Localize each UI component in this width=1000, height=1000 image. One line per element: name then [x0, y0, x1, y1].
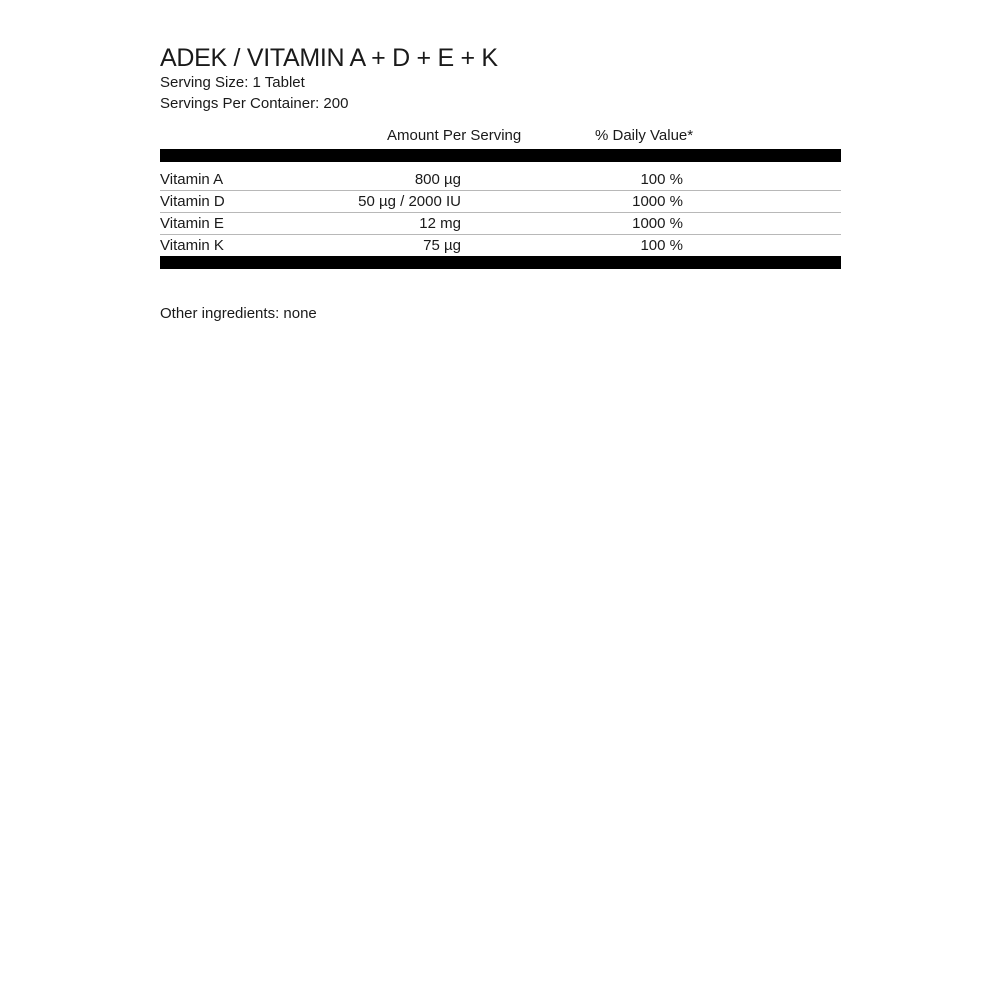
table-row [160, 235, 841, 256]
serving-size: Serving Size: 1 Tablet [160, 74, 305, 91]
nutrient-name: Vitamin A [160, 171, 224, 188]
supplement-facts-label [160, 44, 841, 322]
nutrient-amount: 800 µg [414, 171, 461, 188]
servings-per-container: Servings Per Container: 200 [160, 95, 349, 112]
nutrient-amount: 12 mg [419, 215, 461, 232]
nutrient-daily-value: 100 % [640, 171, 683, 188]
table-row [160, 191, 841, 213]
other-ingredients: Other ingredients: none [160, 305, 317, 322]
table-row [160, 213, 841, 235]
top-divider-bar [160, 149, 841, 162]
nutrient-name: Vitamin K [160, 237, 224, 254]
nutrient-amount: 50 µg / 2000 IU [358, 193, 461, 210]
nutrient-name: Vitamin D [160, 193, 225, 210]
nutrient-amount: 75 µg [423, 237, 461, 254]
header-amount-per-serving: Amount Per Serving [387, 127, 522, 144]
bottom-divider-bar [160, 256, 841, 269]
nutrient-daily-value: 1000 % [632, 193, 683, 210]
nutrient-daily-value: 1000 % [632, 215, 683, 232]
nutrient-daily-value: 100 % [640, 237, 683, 254]
nutrient-table [160, 169, 841, 256]
header-daily-value: % Daily Value* [595, 127, 694, 144]
table-row [160, 169, 841, 191]
column-headers [160, 127, 841, 149]
product-title: ADEK / VITAMIN A + D + E + K [160, 44, 498, 72]
nutrient-name: Vitamin E [160, 215, 224, 232]
